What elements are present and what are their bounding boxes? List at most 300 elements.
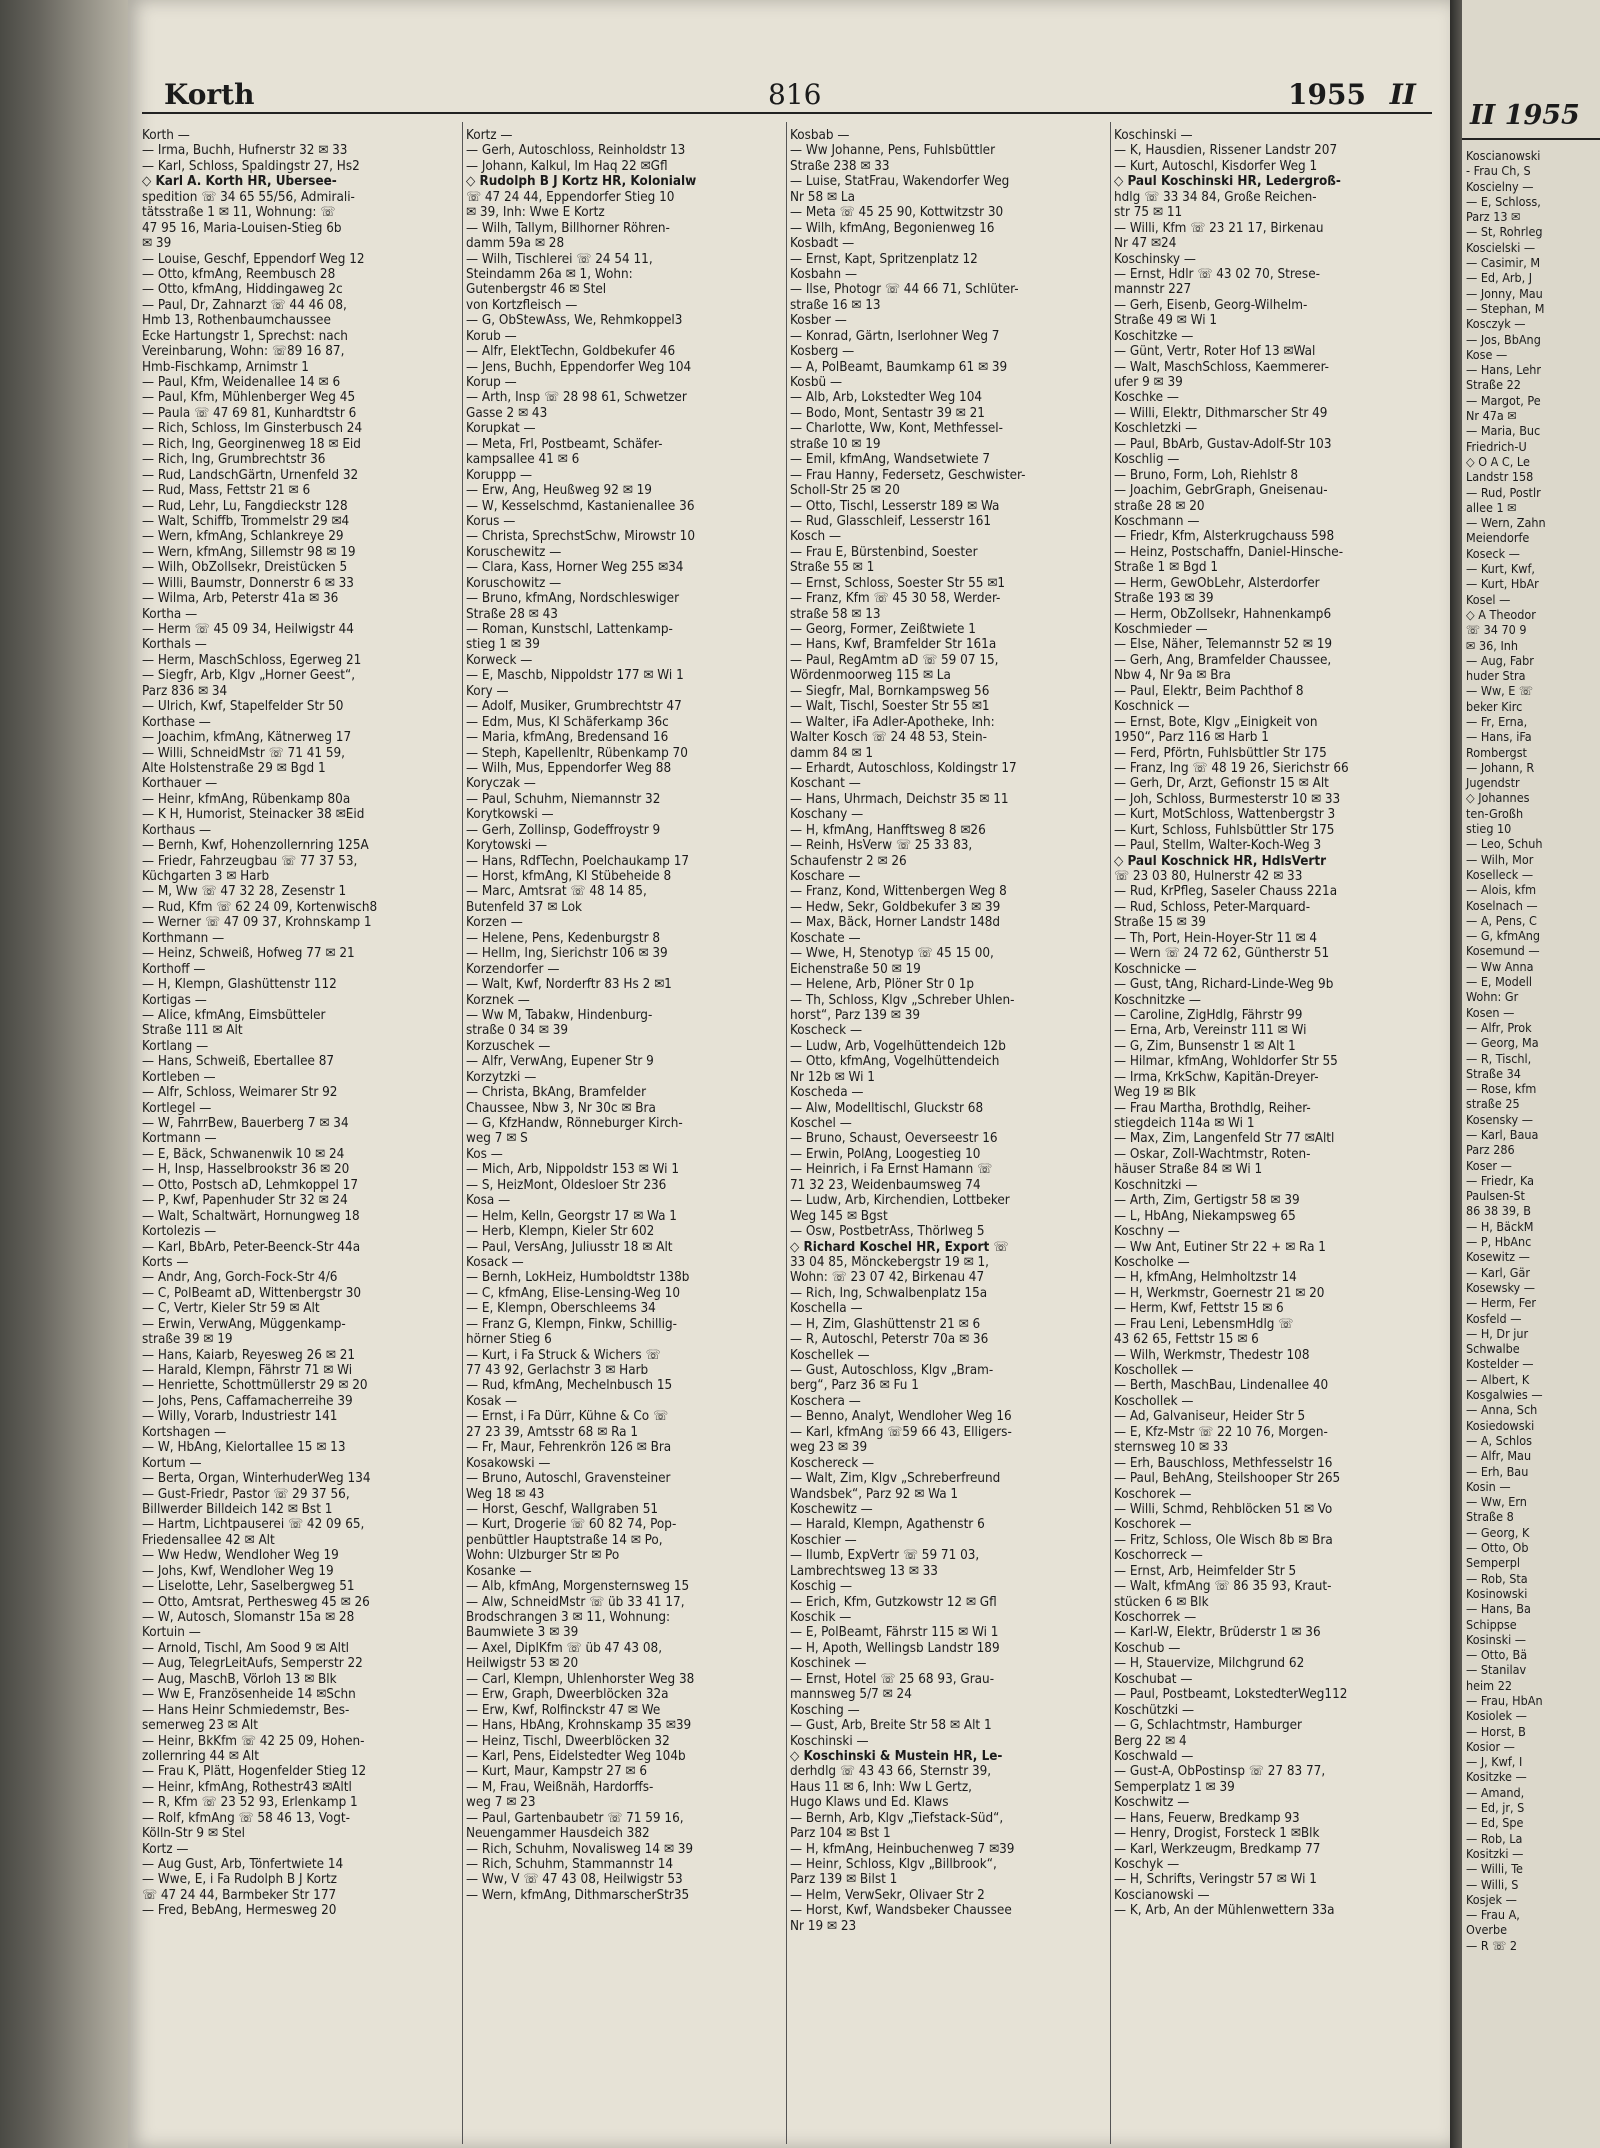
directory-entry: — Rud, Mass, Fettstr 21 ✉ 6 bbox=[142, 483, 311, 499]
directory-entry: — Helm, VerwSekr, Olivaer Str 2 bbox=[790, 1887, 985, 1903]
facing-page-line: — Frau A, bbox=[1466, 1907, 1520, 1923]
year: 1955 bbox=[1288, 78, 1366, 111]
surname-heading: Alte Holstenstraße 29 ✉ Bgd 1 bbox=[142, 760, 326, 776]
directory-entry: — Irma, KrkSchw, Kapitän-Dreyer- bbox=[1114, 1069, 1319, 1085]
surname-heading: Korytowski — bbox=[466, 838, 548, 854]
directory-entry: — Walt, Zim, Klgv „Schreberfreund bbox=[790, 1471, 1001, 1487]
section-numeral: II bbox=[1389, 78, 1416, 111]
directory-entry: — Frau E, Bürstenbind, Soester bbox=[790, 544, 978, 560]
directory-entry: — Wern ☏ 24 72 62, Güntherstr 51 bbox=[1114, 946, 1330, 962]
directory-entry: — Kurt, MotSchloss, Wattenbergstr 3 bbox=[1114, 807, 1336, 823]
surname-heading: Koschorek — bbox=[1114, 1517, 1192, 1533]
surname-heading: Koschützki — bbox=[1114, 1702, 1195, 1718]
directory-entry: — E, Maschb, Nippoldstr 177 ✉ Wi 1 bbox=[466, 668, 684, 684]
directory-entry: — Franz, Kond, Wittenbergen Weg 8 bbox=[790, 884, 1007, 900]
surname-heading: Ecke Hartungstr 1, Sprechst: nach bbox=[142, 328, 348, 344]
directory-entry: — Henriette, Schottmüllerstr 29 ✉ 20 bbox=[142, 1378, 368, 1394]
directory-entry: — Alw, Modelltischl, Gluckstr 68 bbox=[790, 1100, 984, 1116]
surname-heading: Koruschowitz — bbox=[466, 575, 562, 591]
surname-heading: Kosbü — bbox=[790, 375, 843, 390]
directory-entry: — Johann, Kalkul, Im Haq 22 ✉Gfl bbox=[466, 158, 668, 174]
directory-entry: — A, PolBeamt, Baumkamp 61 ✉ 39 bbox=[790, 359, 1008, 375]
directory-entry: — Ilse, Photogr ☏ 44 66 71, Schlüter- bbox=[790, 282, 1019, 298]
surname-heading: Kosberg — bbox=[790, 344, 855, 360]
surname-heading: Parz 836 ✉ 34 bbox=[142, 683, 228, 699]
surname-heading: Koschwald — bbox=[1114, 1748, 1194, 1764]
directory-entry: — Karl-W, Elektr, Brüderstr 1 ✉ 36 bbox=[1114, 1625, 1321, 1641]
surname-heading: Koscheck — bbox=[790, 1023, 863, 1039]
directory-entry: — Wilh, Mus, Eppendorfer Weg 88 bbox=[466, 760, 672, 776]
directory-entry: — Erw, Graph, Dweerblöcken 32a bbox=[466, 1687, 669, 1703]
surname-heading: Korus — bbox=[466, 513, 516, 529]
facing-page-line: — A, Schlos bbox=[1466, 1432, 1532, 1448]
directory-entry: — Otto, kfmAng, Reembusch 28 bbox=[142, 266, 336, 282]
surname-heading: Nr 19 ✉ 23 bbox=[790, 1918, 857, 1934]
facing-page-line: — Otto, Ob bbox=[1466, 1540, 1529, 1556]
facing-page-line: — Rud, Postlr bbox=[1466, 484, 1541, 500]
surname-heading: Wohn: Ulzburger Str ✉ Po bbox=[466, 1548, 620, 1564]
directory-entry: — Heinr, kfmAng, Rübenkamp 80a bbox=[142, 791, 351, 807]
directory-entry: — Rich, Schuhm, Novalisweg 14 ✉ 39 bbox=[466, 1841, 694, 1857]
surname-heading: Küchgarten 3 ✉ Harb bbox=[142, 869, 270, 884]
facing-page-line: — Ww, Ern bbox=[1466, 1494, 1527, 1510]
directory-entry: — Otto, kfmAng, Hiddingaweg 2c bbox=[142, 282, 343, 298]
surname-heading: Koschmann — bbox=[1114, 513, 1200, 529]
facing-page-line: — Johann, R bbox=[1466, 759, 1535, 775]
directory-entry: — Wilh, Tischlerei ☏ 24 54 11, bbox=[466, 251, 653, 267]
surname-heading: straße 0 34 ✉ 39 bbox=[466, 1023, 569, 1039]
surname-heading: Korthaus — bbox=[142, 822, 212, 838]
directory-entry: — Otto, Amtsrat, Perthesweg 45 ✉ 26 bbox=[142, 1594, 370, 1610]
surname-heading: Billwerder Billdeich 142 ✉ Bst 1 bbox=[142, 1501, 333, 1517]
surname-heading: Straße 238 ✉ 33 bbox=[790, 158, 890, 174]
directory-entry: — Wilh, ObZollsekr, Dreistücken 5 bbox=[142, 560, 348, 576]
surname-heading: Scholl-Str 25 ✉ 20 bbox=[790, 483, 900, 499]
surname-heading: Weg 145 ✉ Bgst bbox=[790, 1208, 888, 1224]
directory-entry: — Bernh, Arb, Klgv „Tiefstack-Süd“, bbox=[790, 1810, 1004, 1826]
facing-page-line: — Horst, B bbox=[1466, 1723, 1526, 1739]
directory-entry: — H, kfmAng, Helmholtzstr 14 bbox=[1114, 1270, 1297, 1286]
business-entry: ◇ Rudolph B J Kortz HR, Kolonialw bbox=[466, 174, 697, 190]
directory-entry: — Frau Leni, LebensmHdlg ☏ bbox=[1114, 1316, 1294, 1332]
directory-entry: — Erw, Kwf, Rolfinckstr 47 ✉ We bbox=[466, 1702, 661, 1718]
page-number: 816 bbox=[768, 78, 822, 111]
directory-entry: — Aug, TelegrLeitAufs, Semperstr 22 bbox=[142, 1656, 363, 1672]
directory-entry: — Ludw, Arb, Vogelhüttendeich 12b bbox=[790, 1038, 1006, 1054]
directory-entry: — Georg, Former, Zeißtwiete 1 bbox=[790, 622, 976, 637]
facing-page-line: — Karl, Baua bbox=[1466, 1127, 1539, 1142]
surname-heading: Kortolezis — bbox=[142, 1224, 217, 1240]
directory-entry: — H, Zim, Glashüttenstr 21 ✉ 6 bbox=[790, 1316, 981, 1332]
directory-entry: — Christa, SprechstSchw, Mirowstr 10 bbox=[466, 529, 696, 545]
surname-heading: hörner Stieg 6 bbox=[466, 1332, 552, 1348]
directory-entry: — H, kfmAng, Hanfftsweg 8 ✉26 bbox=[790, 822, 986, 838]
surname-heading: stieg 1 ✉ 39 bbox=[466, 637, 540, 653]
facing-page-line: — H, Dr jur bbox=[1466, 1325, 1529, 1341]
surname-heading: Koschorreck — bbox=[1114, 1548, 1203, 1564]
directory-entry: — Gerh, Zollinsp, Godeffroystr 9 bbox=[466, 822, 661, 838]
directory-entry: — Rolf, kfmAng ☏ 58 46 13, Vogt- bbox=[142, 1810, 350, 1826]
surname-heading: Gutenbergstr 46 ✉ Stel bbox=[466, 282, 607, 298]
facing-page-line: — Jos, BbAng bbox=[1466, 331, 1541, 347]
directory-entry: — Paul, BehAng, Steilshooper Str 265 bbox=[1114, 1471, 1341, 1487]
facing-page-line: ten-Großh bbox=[1466, 805, 1524, 821]
surname-heading: Haus 11 ✉ 6, Inh: Ww L Gertz, bbox=[790, 1779, 972, 1795]
facing-page-line: — Georg, Ma bbox=[1466, 1035, 1539, 1051]
directory-entry: — Erw, Ang, Heußweg 92 ✉ 19 bbox=[466, 483, 652, 499]
surname-heading: Kosanke — bbox=[466, 1563, 532, 1579]
surname-heading: Kortlang — bbox=[142, 1038, 209, 1054]
facing-page-line: Kostelder — bbox=[1466, 1356, 1534, 1372]
surname-heading: Koschorrek — bbox=[1114, 1610, 1197, 1625]
surname-heading: berg“, Parz 36 ✉ Fu 1 bbox=[790, 1378, 919, 1394]
facing-page-line: Koser — bbox=[1466, 1157, 1512, 1173]
facing-page-fragment bbox=[1462, 0, 1600, 2148]
business-entry: ◇ Karl A. Korth HR, Übersee- bbox=[142, 174, 337, 190]
directory-entry: — Arth, Zim, Gertigstr 58 ✉ 39 bbox=[1114, 1193, 1300, 1209]
directory-entry: — Rud, kfmAng, Mechelnbusch 15 bbox=[466, 1378, 673, 1394]
directory-entry: — Wwe, E, i Fa Rudolph B J Kortz bbox=[142, 1872, 337, 1888]
directory-entry: — Rich, Schuhm, Stammannstr 14 bbox=[466, 1857, 674, 1872]
surname-heading: Koschollek — bbox=[1114, 1393, 1194, 1409]
directory-entry: — Herm, MaschSchloss, Egerweg 21 bbox=[142, 652, 362, 668]
directory-entry: — Harald, Klempn, Agathenstr 6 bbox=[790, 1517, 985, 1533]
surname-heading: Korzen — bbox=[466, 915, 523, 931]
directory-entry: — Kurt, Maur, Kampstr 27 ✉ 6 bbox=[466, 1764, 648, 1780]
directory-entry: — Osw, PostbetrAss, Thörlweg 5 bbox=[790, 1224, 985, 1240]
facing-page-line: Kose — bbox=[1466, 346, 1508, 362]
directory-entry: — Hans Heinr Schmiedemstr, Bes- bbox=[142, 1702, 350, 1718]
surname-heading: Koschletzki — bbox=[1114, 421, 1198, 437]
facing-page-line: — G, kfmAng bbox=[1466, 928, 1541, 944]
surname-heading: Koscholke — bbox=[1114, 1254, 1190, 1270]
surname-heading: Weg 19 ✉ Blk bbox=[1114, 1085, 1196, 1101]
directory-entry: — Paul, Stellm, Walter-Koch-Weg 3 bbox=[1114, 838, 1322, 854]
facing-page-line: stieg 10 bbox=[1466, 821, 1512, 837]
directory-entry: — Bruno, Autoschl, Gravensteiner bbox=[466, 1471, 671, 1487]
surname-heading: Kos — bbox=[466, 1146, 503, 1162]
directory-entry: — Kurt, Drogerie ☏ 60 82 74, Pop- bbox=[466, 1517, 677, 1533]
directory-entry: — Bruno, Form, Loh, Riehlstr 8 bbox=[1114, 467, 1298, 483]
directory-entry: — Frau K, Plätt, Hogenfelder Stieg 12 bbox=[142, 1764, 367, 1780]
directory-entry: — Ernst, Schloss, Soester Str 55 ✉1 bbox=[790, 575, 1005, 591]
surname-heading: Koschinsky — bbox=[1114, 251, 1196, 267]
directory-entry: — Luise, StatFrau, Wakendorfer Weg bbox=[790, 174, 1010, 190]
directory-entry: — Paul, Gartenbaubetr ☏ 71 59 16, bbox=[466, 1810, 684, 1826]
facing-page-line: Koscianowski bbox=[1466, 148, 1541, 163]
directory-column-4 bbox=[1114, 128, 1432, 2143]
facing-page-line: — Herm, Fer bbox=[1466, 1295, 1537, 1311]
facing-page-line: — Hans, Lehr bbox=[1466, 362, 1542, 378]
directory-entry: — Bruno, kfmAng, Nordschleswiger bbox=[466, 591, 680, 607]
directory-entry: — Benno, Analyt, Wendloher Weg 16 bbox=[790, 1409, 1012, 1425]
directory-entry: — M, Ww ☏ 47 32 28, Zesenstr 1 bbox=[142, 884, 347, 900]
directory-entry: — Erwin, VerwAng, Müggenkamp- bbox=[142, 1316, 346, 1332]
directory-entry: — Ernst, Bote, Klgv „Einigkeit von bbox=[1114, 714, 1318, 730]
directory-entry: — Franz G, Klempn, Finkw, Schillig- bbox=[466, 1316, 677, 1332]
surname-heading: Korweck — bbox=[466, 652, 533, 668]
directory-entry: — Alice, kfmAng, Eimsbütteler bbox=[142, 1007, 326, 1023]
facing-page-line: — Frau, HbAn bbox=[1466, 1692, 1543, 1708]
year-section bbox=[1288, 78, 1416, 111]
surname-heading: 77 43 92, Gerlachstr 3 ✉ Harb bbox=[466, 1363, 649, 1378]
directory-entry: — Herm, Kwf, Fettstr 15 ✉ 6 bbox=[1114, 1301, 1284, 1317]
surname-heading: Korzytzki — bbox=[466, 1069, 537, 1085]
facing-page-line: Nr 47a ✉ bbox=[1466, 408, 1517, 424]
directory-entry: — E, Bäck, Schwanenwik 10 ✉ 24 bbox=[142, 1146, 345, 1162]
surname-heading: Kölln-Str 9 ✉ Stel bbox=[142, 1826, 245, 1842]
surname-heading: Koschnitzke — bbox=[1114, 992, 1201, 1008]
directory-entry: — Alfr, VerwAng, Eupener Str 9 bbox=[466, 1054, 654, 1070]
directory-column-1 bbox=[142, 128, 460, 2143]
directory-entry: — Ernst, Arb, Heimfelder Str 5 bbox=[1114, 1563, 1297, 1579]
surname-heading: Wördenmoorweg 115 ✉ La bbox=[790, 668, 951, 684]
directory-entry: — Karl, Pens, Eidelstedter Weg 104b bbox=[466, 1748, 686, 1764]
surname-heading: Koschig — bbox=[790, 1579, 853, 1595]
surname-heading: Brodschrangen 3 ✉ 11, Wohnung: bbox=[466, 1610, 671, 1625]
directory-entry: — Ad, Galvaniseur, Heider Str 5 bbox=[1114, 1409, 1306, 1425]
surname-heading: straße 28 ✉ 20 bbox=[1114, 498, 1205, 514]
surname-heading: zollernring 44 ✉ Alt bbox=[142, 1748, 259, 1764]
directory-entry: — Gerh, Autoschloss, Reinholdstr 13 bbox=[466, 143, 686, 159]
directory-entry: — Heinrich, i Fa Ernst Hamann ☏ bbox=[790, 1162, 993, 1178]
surname-heading: Koschyk — bbox=[1114, 1857, 1180, 1872]
directory-column-3 bbox=[790, 128, 1108, 2143]
surname-heading: Baumwiete 3 ✉ 39 bbox=[466, 1625, 579, 1641]
directory-entry: — Caroline, ZigHdlg, Fährstr 99 bbox=[1114, 1007, 1303, 1023]
directory-entry: — Willi, Kfm ☏ 23 21 17, Birkenau bbox=[1114, 220, 1324, 236]
surname-heading: 43 62 65, Fettstr 15 ✉ 6 bbox=[1114, 1332, 1259, 1348]
directory-entry: — Max, Bäck, Horner Landstr 148d bbox=[790, 915, 1001, 931]
facing-page-line: Kosfeld — bbox=[1466, 1310, 1522, 1326]
directory-entry: — Fr, Maur, Fehrenkrön 126 ✉ Bra bbox=[466, 1440, 672, 1456]
surname-heading: von Kortzfleisch — bbox=[466, 297, 578, 313]
directory-entry: — E, PolBeamt, Fährstr 115 ✉ Wi 1 bbox=[790, 1625, 999, 1641]
facing-page-line: ◇ O A C, Le bbox=[1466, 453, 1530, 469]
directory-entry: — Paul, Schuhm, Niemannstr 32 bbox=[466, 791, 661, 807]
directory-entry: — Hellm, Ing, Sierichstr 106 ✉ 39 bbox=[466, 946, 668, 962]
surname-heading: Schaufenstr 2 ✉ 26 bbox=[790, 853, 907, 869]
surname-heading: semerweg 23 ✉ Alt bbox=[142, 1718, 258, 1734]
facing-page-line: — Willi, S bbox=[1466, 1876, 1519, 1892]
facing-page-line: — Karl, Gär bbox=[1466, 1264, 1530, 1280]
facing-page-line: Kosewsky — bbox=[1466, 1279, 1536, 1295]
column-divider bbox=[786, 122, 787, 2144]
directory-entry: — Wern, kfmAng, Schlankreye 29 bbox=[142, 529, 344, 545]
directory-entry: — Günt, Vertr, Roter Hof 13 ✉Wal bbox=[1114, 344, 1316, 360]
facing-page-line: — Margot, Pe bbox=[1466, 392, 1541, 408]
surname-heading: stiegdeich 114a ✉ Wi 1 bbox=[1114, 1116, 1255, 1131]
surname-heading: Kortz — bbox=[142, 1841, 189, 1857]
directory-entry: — K, Hausdien, Rissener Landstr 207 bbox=[1114, 143, 1338, 159]
surname-heading: Straße 55 ✉ 1 bbox=[790, 560, 875, 576]
directory-entry: — Bodo, Mont, Sentastr 39 ✉ 21 bbox=[790, 405, 985, 421]
surname-heading: 71 32 23, Weidenbaumsweg 74 bbox=[790, 1177, 981, 1193]
directory-entry: — Horst, kfmAng, Kl Stübeheide 8 bbox=[466, 869, 672, 884]
facing-page-line: Schwalbe bbox=[1466, 1341, 1520, 1357]
facing-page-line: Kosel — bbox=[1466, 591, 1511, 607]
surname-heading: Neuengammer Hausdeich 382 bbox=[466, 1826, 650, 1842]
surname-heading: damm 59a ✉ 28 bbox=[466, 236, 565, 252]
directory-entry: — Charlotte, Ww, Kont, Methfessel- bbox=[790, 421, 1003, 437]
facing-page-line: beker Kirc bbox=[1466, 698, 1523, 714]
directory-entry: — Paul, Kfm, Weidenallee 14 ✉ 6 bbox=[142, 375, 341, 390]
facing-page-line: — Hans, iFa bbox=[1466, 729, 1532, 745]
directory-entry: — Wern, kfmAng, Sillemstr 98 ✉ 19 bbox=[142, 544, 356, 560]
business-entry: ◇ Koschinski & Mustein HR, Le- bbox=[790, 1748, 1003, 1764]
surname-heading: Kosber — bbox=[790, 313, 847, 329]
surname-heading: Kosch — bbox=[790, 529, 842, 545]
business-entry: ◇ Richard Koschel HR, Export ☏ bbox=[790, 1239, 1009, 1255]
surname-heading: Koschany — bbox=[790, 807, 864, 823]
directory-entry: — Rud, KrPfleg, Saseler Chauss 221a bbox=[1114, 884, 1338, 900]
directory-entry: — Paul, Postbeamt, LokstedterWeg112 bbox=[1114, 1687, 1348, 1703]
directory-entry: — Max, Zim, Langenfeld Str 77 ✉Altl bbox=[1114, 1131, 1335, 1147]
business-entry: ◇ Paul Koschnick HR, HdlsVertr bbox=[1114, 853, 1327, 869]
directory-entry: — Gust, Autoschloss, Klgv „Bram- bbox=[790, 1363, 994, 1378]
directory-entry: — R, Autoschl, Peterstr 70a ✉ 36 bbox=[790, 1332, 989, 1348]
surname-heading: Koscianowski — bbox=[1114, 1887, 1210, 1903]
directory-entry: — Adolf, Musiker, Grumbrechtstr 47 bbox=[466, 699, 682, 715]
directory-entry: — Axel, DiplKfm ☏ üb 47 43 08, bbox=[466, 1640, 663, 1656]
directory-entry: — Johs, Kwf, Wendloher Weg 19 bbox=[142, 1563, 334, 1579]
directory-entry: — Friedr, Fahrzeugbau ☏ 77 37 53, bbox=[142, 853, 358, 869]
surname-heading: Semperplatz 1 ✉ 39 bbox=[1114, 1779, 1235, 1795]
surname-heading: Koschny — bbox=[1114, 1224, 1180, 1240]
directory-entry: — Gerh, Eisenb, Georg-Wilhelm- bbox=[1114, 297, 1308, 313]
directory-entry: — Rud, LandschGärtn, Urnenfeld 32 bbox=[142, 467, 359, 483]
surname-heading: 27 23 39, Amtsstr 68 ✉ Ra 1 bbox=[466, 1424, 639, 1440]
surname-heading: Kory — bbox=[466, 683, 509, 699]
facing-page-line: — Alois, kfm bbox=[1466, 882, 1537, 898]
directory-entry: — Otto, Tischl, Lesserstr 189 ✉ Wa bbox=[790, 498, 1000, 514]
directory-entry: — G, KfzHandw, Rönneburger Kirch- bbox=[466, 1116, 683, 1131]
directory-entry: — Friedr, Kfm, Alsterkrugchauss 598 bbox=[1114, 529, 1335, 545]
header-rule bbox=[142, 112, 1432, 114]
directory-entry: — H, kfmAng, Heinbuchenweg 7 ✉39 bbox=[790, 1841, 1015, 1857]
facing-page-line: Kosewitz — bbox=[1466, 1249, 1530, 1265]
surname-heading: Weg 18 ✉ 43 bbox=[466, 1486, 545, 1502]
facing-page-line: — Rob, La bbox=[1466, 1830, 1523, 1846]
directory-entry: — Liselotte, Lehr, Saselbergweg 51 bbox=[142, 1579, 355, 1595]
facing-page-line: — Otto, Bä bbox=[1466, 1647, 1528, 1663]
surname-heading: 33 04 85, Mönckebergstr 19 ✉ 1, bbox=[790, 1254, 989, 1270]
surname-heading: weg 7 ✉ 23 bbox=[466, 1795, 536, 1811]
surname-heading: Kortleben — bbox=[142, 1069, 216, 1085]
directory-column-2 bbox=[466, 128, 784, 2143]
directory-entry: — Paul, RegAmtm aD ☏ 59 07 15, bbox=[790, 652, 999, 668]
surname-heading: Koschel — bbox=[790, 1116, 852, 1131]
directory-entry: — Th, Schloss, Klgv „Schreber Uhlen- bbox=[790, 992, 1015, 1008]
directory-entry: — Gust, tAng, Richard-Linde-Weg 9b bbox=[1114, 977, 1334, 993]
directory-entry: — Ww, V ☏ 47 43 08, Heilwigstr 53 bbox=[466, 1872, 683, 1888]
surname-heading: Wohn: ☏ 23 07 42, Birkenau 47 bbox=[790, 1270, 985, 1286]
surname-heading: Koschate — bbox=[790, 930, 861, 946]
directory-entry: — Paul, Kfm, Mühlenberger Weg 45 bbox=[142, 390, 356, 406]
directory-entry: — Harald, Klempn, Fährstr 71 ✉ Wi bbox=[142, 1363, 353, 1378]
facing-page-line: — J, Kwf, I bbox=[1466, 1754, 1523, 1770]
directory-entry: — Paul, BbArb, Gustav-Adolf-Str 103 bbox=[1114, 436, 1332, 452]
facing-header-rule bbox=[1462, 138, 1600, 140]
business-entry: ◇ Paul Koschinski HR, Ledergroß- bbox=[1114, 174, 1341, 190]
directory-entry: — E, Kfz-Mstr ☏ 22 10 76, Morgen- bbox=[1114, 1424, 1328, 1440]
directory-entry: — Walt, Schiffb, Trommelstr 29 ✉4 bbox=[142, 513, 350, 529]
facing-page-line: heim 22 bbox=[1466, 1677, 1513, 1693]
directory-entry: — Berta, Organ, WinterhuderWeg 134 bbox=[142, 1471, 371, 1487]
surname-heading: Kosakowski — bbox=[466, 1455, 551, 1471]
surname-heading: Kortha — bbox=[142, 606, 198, 622]
directory-entry: — L, HbAng, Niekampsweg 65 bbox=[1114, 1208, 1296, 1224]
directory-entry: — Erhardt, Autoschloss, Koldingstr 17 bbox=[790, 760, 1017, 776]
surname-heading: Parz 139 ✉ Bilst 1 bbox=[790, 1872, 898, 1888]
facing-page-line: — Maria, Buc bbox=[1466, 423, 1541, 439]
surname-heading: derhdlg ☏ 43 43 66, Sternstr 39, bbox=[790, 1764, 992, 1780]
surname-heading: Berg 22 ✉ 4 bbox=[1114, 1733, 1187, 1749]
surname-heading: Kortuin — bbox=[142, 1625, 201, 1641]
facing-page-line: ☏ 34 70 9 bbox=[1466, 622, 1527, 638]
directory-entry: — Ulrich, Kwf, Stapelfelder Str 50 bbox=[142, 699, 344, 715]
directory-entry: — Ww M, Tabakw, Hindenburg- bbox=[466, 1007, 653, 1023]
directory-entry: — H, Schrifts, Veringstr 57 ✉ Wi 1 bbox=[1114, 1872, 1317, 1888]
directory-entry: — Siegfr, Arb, Klgv „Horner Geest“, bbox=[142, 668, 356, 684]
surname-heading: ✉ 39 bbox=[142, 236, 172, 252]
directory-entry: — Ww Ant, Eutiner Str 22 + ✉ Ra 1 bbox=[1114, 1239, 1326, 1255]
surname-heading: 1950“, Parz 116 ✉ Harb 1 bbox=[1114, 730, 1269, 746]
facing-page-line: Kosiolek — bbox=[1466, 1708, 1527, 1724]
facing-page-line: Parz 13 ✉ bbox=[1466, 209, 1521, 225]
directory-entry: — Ww Hedw, Wendloher Weg 19 bbox=[142, 1548, 339, 1564]
facing-page-line: Koselnach — bbox=[1466, 897, 1538, 913]
facing-page-line: — Ww Anna bbox=[1466, 958, 1534, 974]
directory-entry: — Gerh, Ang, Bramfelder Chaussee, bbox=[1114, 652, 1332, 668]
directory-entry: — Paul, VersAng, Juliusstr 18 ✉ Alt bbox=[466, 1239, 673, 1255]
directory-entry: — Bernh, Kwf, Hohenzollernring 125A bbox=[142, 838, 369, 854]
surname-heading: tätsstraße 1 ✉ 11, Wohnung: ☏ bbox=[142, 205, 336, 221]
surname-heading: Koschant — bbox=[790, 776, 861, 792]
directory-entry: — Ernst, i Fa Dürr, Kühne & Co ☏ bbox=[466, 1409, 669, 1425]
facing-page-line: allee 1 ✉ bbox=[1466, 499, 1517, 515]
facing-page-line: — St, Rohrleg bbox=[1466, 224, 1543, 240]
surname-heading: Korth — bbox=[142, 128, 190, 143]
facing-page-line: — Stephan, M bbox=[1466, 300, 1545, 316]
directory-entry: — C, kfmAng, Elise-Lensing-Weg 10 bbox=[466, 1285, 680, 1301]
directory-entry: — Rud, Schloss, Peter-Marquard- bbox=[1114, 899, 1311, 915]
directory-entry: — Herm, ObZollsekr, Hahnenkamp6 bbox=[1114, 606, 1332, 622]
directory-entry: — Alb, Arb, Lokstedter Weg 104 bbox=[790, 390, 983, 406]
surname-heading: Straße 49 ✉ Wi 1 bbox=[1114, 313, 1218, 329]
facing-page-line: straße 25 bbox=[1466, 1096, 1520, 1112]
facing-page-line: — Rob, Sta bbox=[1466, 1570, 1528, 1586]
facing-page-lines bbox=[1466, 148, 1546, 1953]
facing-page-line: — Leo, Schuh bbox=[1466, 836, 1543, 852]
directory-entry: — H, Insp, Hasselbrookstr 36 ✉ 20 bbox=[142, 1162, 350, 1178]
facing-page-header: II 1955 bbox=[1470, 100, 1580, 131]
facing-page-line: Kosiedowski bbox=[1466, 1417, 1535, 1433]
surname-heading: penbüttler Hauptstraße 14 ✉ Po, bbox=[466, 1532, 663, 1548]
surname-heading: Koschnick — bbox=[1114, 699, 1190, 715]
facing-page-line: Wohn: Gr bbox=[1466, 989, 1519, 1005]
directory-entry: — E, Klempn, Oberschleems 34 bbox=[466, 1301, 656, 1317]
facing-page-line: — Alfr, Mau bbox=[1466, 1448, 1532, 1464]
surname-heading: str 75 ✉ 11 bbox=[1114, 205, 1183, 221]
directory-entry: — Christa, BkAng, Bramfelder bbox=[466, 1085, 647, 1101]
facing-page-line: Rombergst bbox=[1466, 744, 1527, 760]
surname-heading: Chaussee, Nbw 3, Nr 30c ✉ Bra bbox=[466, 1100, 656, 1116]
surname-heading: Koschke — bbox=[1114, 390, 1179, 406]
directory-entry: — H, Apoth, Wellingsb Landstr 189 bbox=[790, 1640, 1000, 1656]
facing-page-line: — Albert, K bbox=[1466, 1371, 1530, 1387]
surname-heading: Korthmann — bbox=[142, 930, 225, 946]
